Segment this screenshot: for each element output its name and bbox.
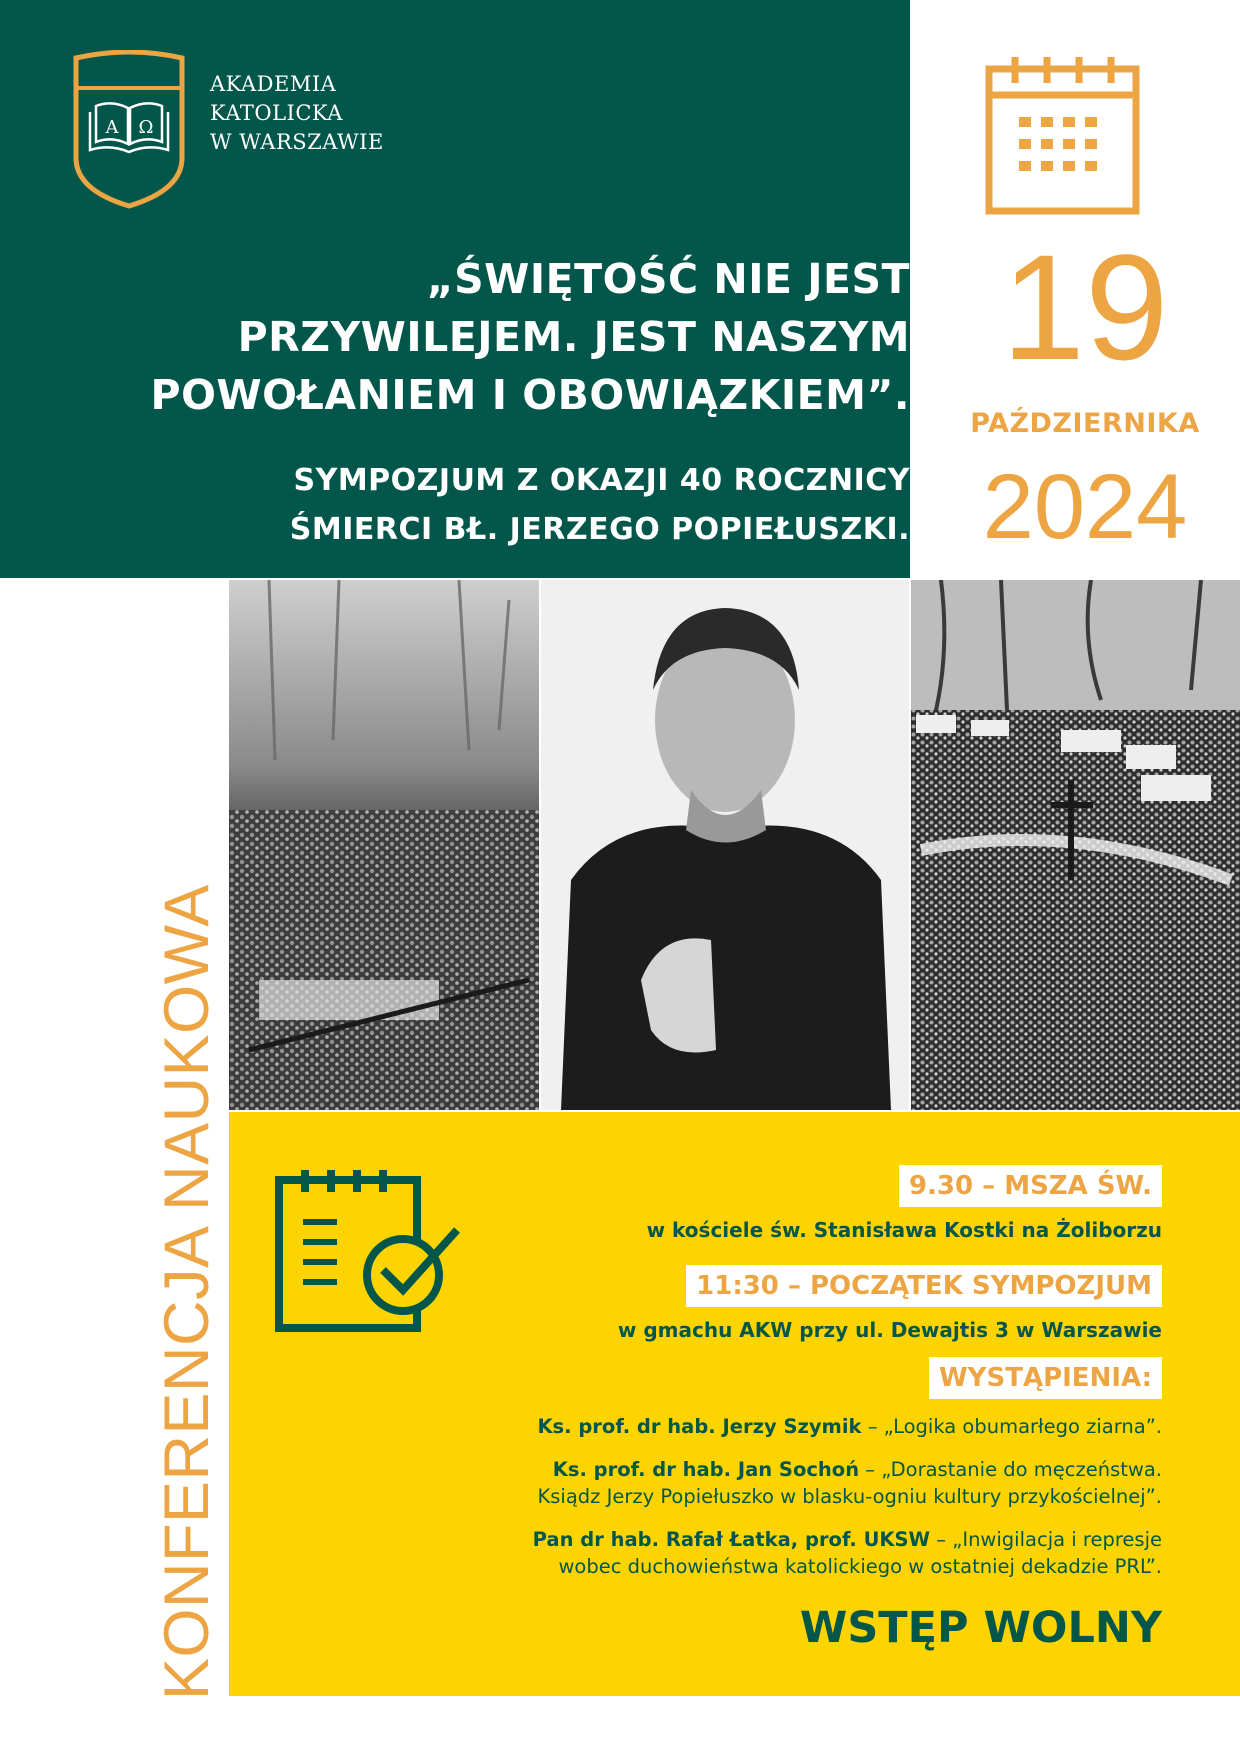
talk-title: wobec duchowieństwa katolickiego w ostatniej dekadzie PRL”. [558, 1555, 1162, 1578]
subheadline-line: SYMPOZJUM Z OKAZJI 40 ROCZNICY [293, 463, 910, 498]
talk-speaker: Ks. prof. dr hab. Jerzy Szymik [537, 1415, 862, 1438]
talks-heading: WYSTĄPIENIA: [929, 1357, 1162, 1399]
talk-speaker: Ks. prof. dr hab. Jan Sochoń [552, 1458, 860, 1481]
shield-book-logo-icon [70, 50, 188, 210]
talk-item [382, 1526, 1162, 1580]
event-day: 19 [1001, 223, 1169, 391]
logo-glyph-alpha: A [105, 117, 119, 138]
portrait-photo-center [541, 580, 909, 1110]
talk-title: – „Logika obumarłego ziarna”. [861, 1415, 1162, 1438]
talk-title: – „Inwigilacja i represje [930, 1528, 1162, 1551]
organization-name-line: KATOLICKA [210, 101, 343, 125]
subheadline [30, 456, 910, 554]
symposium-time-label: 11:30 – POCZĄTEK SYMPOZJUM [686, 1265, 1162, 1307]
program-list [382, 1165, 1162, 1656]
talk-title: – „Dorastanie do męczeństwa. [859, 1458, 1162, 1481]
headline-line: POWOŁANIEM I OBOWIĄZKIEM”. [150, 371, 910, 419]
logo-glyph-omega: Ω [138, 117, 154, 138]
talk-title: Ksiądz Jerzy Popiełuszko w blasku-ogniu kultury przykościelnej”. [537, 1485, 1162, 1508]
free-entry-notice: WSTĘP WOLNY [799, 1603, 1162, 1653]
symposium-place: w gmachu AKW przy ul. Dewajtis 3 w Warszawie [617, 1318, 1162, 1342]
mass-time-label: 9.30 – MSZA ŚW. [899, 1165, 1162, 1207]
crowd-photo-left [229, 580, 539, 1110]
subheadline-line: ŚMIERCI BŁ. JERZEGO POPIEŁUSZKI. [289, 512, 910, 547]
talk-item [382, 1413, 1162, 1440]
organization-name [210, 70, 384, 157]
talk-item [382, 1456, 1162, 1510]
organization-name-line: AKADEMIA [210, 72, 337, 96]
headline-quote [30, 250, 910, 424]
crowd-photo-right [911, 580, 1240, 1110]
talk-speaker: Pan dr hab. Rafał Łatka, prof. UKSW [532, 1528, 931, 1551]
headline-line: „ŚWIĘTOŚĆ NIE JEST [426, 255, 910, 303]
mass-place: w kościele św. Stanisława Kostki na Żoliborzu [646, 1218, 1162, 1242]
organization-name-line: W WARSZAWIE [210, 130, 384, 154]
event-month: PAŹDZIERNIKA [970, 408, 1200, 439]
conference-type-label: KONFERENCJA NAUKOWA [152, 884, 222, 1700]
event-year: 2024 [982, 456, 1188, 558]
headline-line: PRZYWILEJEM. JEST NASZYM [237, 313, 910, 361]
calendar-icon [985, 55, 1140, 215]
